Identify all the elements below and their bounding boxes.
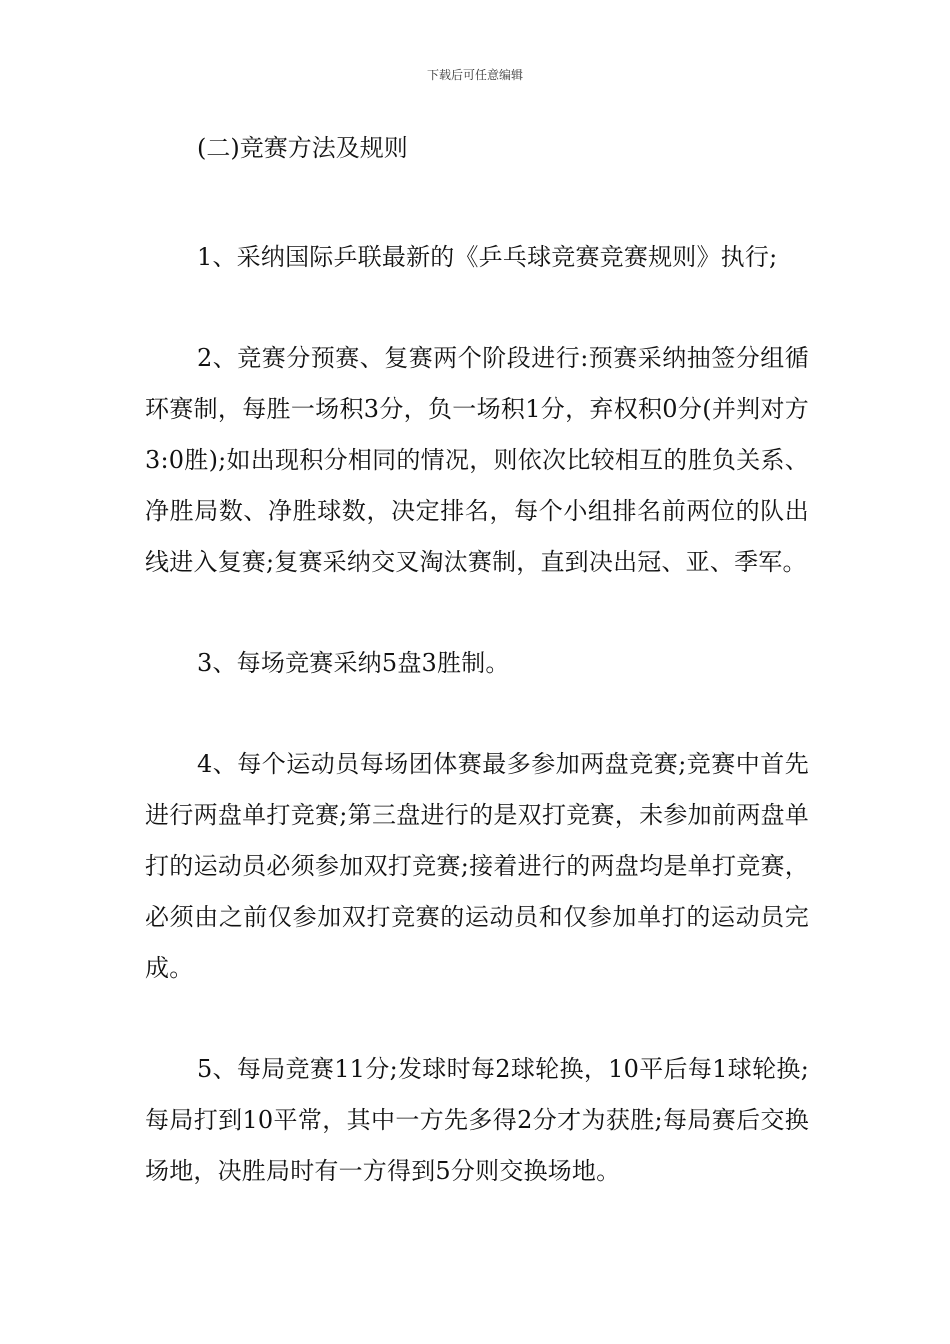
- paragraph-rule-2: 2、竞赛分预赛、复赛两个阶段进行:预赛采纳抽签分组循环赛制，每胜一场积3分，负一场积1分，弃权积0分(并判对方3:0胜);如出现积分相同的情况，则依次比较相互的胜负关系、净胜局数、净胜球数，决定排名，每个小组排名前两位的队出线进入复赛;复赛采纳交叉淘汰赛制，直到决出冠、亚、季军。: [145, 344, 809, 576]
- section-title: (二)竞赛方法及规则: [197, 134, 408, 162]
- document-body: [145, 128, 809, 1197]
- paragraph-rule-5: 5、每局竞赛11分;发球时每2球轮换，10平后每1球轮换;每局打到10平常，其中一方先多得2分才为获胜;每局赛后交换场地，决胜局时有一方得到5分则交换场地。: [145, 1055, 809, 1185]
- header-note: 下载后可任意编辑: [426, 68, 523, 82]
- paragraph-rule-4: 4、每个运动员每场团体赛最多参加两盘竞赛;竞赛中首先进行两盘单打竞赛;第三盘进行的是双打竞赛，未参加前两盘单打的运动员必须参加双打竞赛;接着进行的两盘均是单打竞赛，必须由之前仅参加双打竞赛的运动员和仅参加单打的运动员完成。: [145, 750, 809, 982]
- paragraph-rule-3: 3、每场竞赛采纳5盘3胜制。: [197, 649, 510, 677]
- paragraph-rule-1: 1、采纳国际乒联最新的《乒乓球竞赛竞赛规则》执行;: [197, 243, 778, 271]
